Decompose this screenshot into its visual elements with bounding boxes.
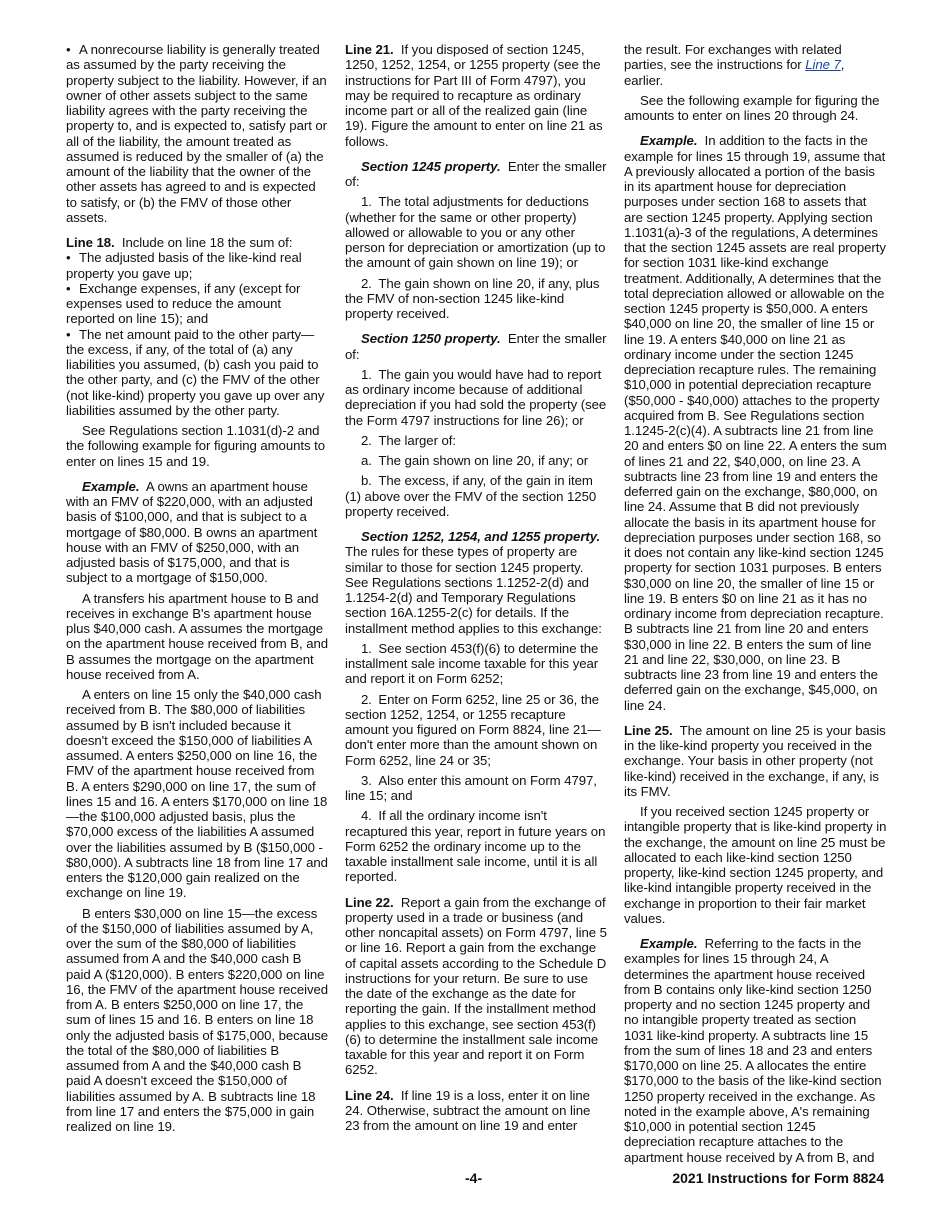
section-1250-item-2: 2. The larger of: (361, 432, 457, 448)
section-1250-heading: Section 1250 property. (361, 331, 501, 347)
column-left (66, 42, 329, 1139)
section-1250-item-a: a. The gain shown on line 20, if any; or (361, 453, 589, 468)
paragraph-a-transfers: A transfers his apartment house to B and receives in exchange B's apartment house plus $40,000 cash. A assumes the mortgage on the apartment house received from B, and B assumes the mortgage on the apartment house received from A. (66, 590, 329, 682)
paragraph-nonrecourse: • A nonrecourse liability is generally treated as assumed by the party receiving the property subject to the liability. However, if an owner of other assets subject to the same liability agrees with the party receiving the property to, and is expected to, satisfy part or all of the liability, the amount treated as assumed is reduced by the smaller of (a) the amount of the liability that the owner of the other assets has agreed to and is expected to satisfy, or (b) the FMV of those other assets. (66, 42, 328, 225)
example-label: Example. (640, 936, 698, 951)
section-1252-item-1: 1. See section 453(f)(6) to determine the installment sale income taxable for this year and report it on Form 6252; (345, 640, 599, 687)
line18-bullet-2: • Exchange expenses, if any (except for expenses used to reduce the amount reported on line 15); and (66, 280, 301, 327)
section-1245-paragraph: Section 1245 property. Enter the smaller of: (345, 158, 607, 189)
line-7-link[interactable]: Line 7 (805, 57, 841, 73)
bullet-icon: • (66, 280, 71, 296)
section-1250-paragraph: Section 1250 property. Enter the smaller of: (345, 331, 607, 362)
section-1245-item-2: 2. The gain shown on line 20, if any, plus the FMV of non-section 1245 like-kind property received. (345, 275, 600, 321)
paragraph-if-received: If you received section 1245 property or intangible property that is like-kind property in the exchange, the amount on line 25 must be allocated to each like-kind section 1250 property, like-kind section 1245 property, and like-kind intangible property received in the exchange in proportion to their fair market values. (624, 804, 887, 926)
line24-heading: Line 24. (345, 1087, 394, 1103)
bullet-icon: • (66, 326, 71, 342)
section-1252-item-4: 4. If all the ordinary income isn't recaptured this year, report in future years on Form 6252 the ordinary income up to the taxable installment sale income, until it is all reported. (345, 808, 606, 885)
line18-bullet-1: • The adjusted basis of the like-kind real property you gave up; (66, 250, 302, 281)
bullet-icon: • (66, 42, 71, 57)
section-1252-item-2: 2. Enter on Form 6252, line 25 or 36, the section 1252, 1254, or 1255 recapture amount you figured on Form 8824, line 21—don't enter more than the amount shown on Form 6252, line 24 or 35; (345, 691, 601, 768)
column-right (624, 42, 887, 1170)
section-1252-item-3: 3. Also enter this amount on Form 4797, line 15; and (345, 772, 597, 803)
section-1245-item-1: 1. The total adjustments for deductions (whether for the same or other property) allowed or allowable to you or any other person for depreciation or amortization (up to the amount of gain shown on line 19); or (345, 194, 606, 271)
example-1-paragraph: Example. A owns an apartment house with an FMV of $220,000, with an adjusted basis of $100,000, and that is subject to a mortgage of $80,000. B owns an apartment house with an FMV of $250,000, with an adjusted basis of $175,000, and that is subject to a mortgage of $150,000. (66, 478, 318, 586)
paragraph-see-example: See the following example for figuring the amounts to enter on lines 20 through 24. (624, 92, 880, 123)
line18-paragraph: Line 18. Include on line 18 the sum of: (66, 235, 293, 250)
line24-continued: the result. For exchanges with related parties, see the instructions for Line 7, earlier. (624, 42, 845, 88)
line18-bullet-3: • The net amount paid to the other party—the excess, if any, of the total of (a) any liabilities you assumed, (b) cash you paid to the other party, and (c) the FMV of the other (not like-kind) property you gave up over any liabilities assumed by the other party. (66, 326, 325, 418)
line22-heading: Line 22. (345, 894, 394, 910)
section-1245-heading: Section 1245 property. (361, 158, 501, 174)
example-label: Example. (640, 133, 698, 149)
line25-heading: Line 25. (624, 722, 673, 738)
example-3-paragraph: Example. Referring to the facts in the examples for lines 15 through 24, A determines the apartment house received from B contains only like-kind section 1250 property and no section 1245 property and no intangible property treated as section 1031 like-kind property. A subtracts line 15 from the sum of lines 18 and 23 and enters $170,000 on line 25. A allocates the entire $170,000 to the basis of the like-kind section 1250 property received in the exchange. As noted in the example above, A's remaining $10,000 in potential section 1245 depreciation recapture attaches to the apartment house received by A from B, and (624, 936, 882, 1165)
paragraph-see-regulations: See Regulations section 1.1031(d)-2 and the following example for figuring amounts to enter on lines 15 and 19. (66, 423, 325, 469)
line24-paragraph: Line 24. If line 19 is a loss, enter it on line 24. Otherwise, subtract the amount on line 23 from the amount on line 19 and enter (345, 1087, 591, 1133)
paragraph-b-enters: B enters $30,000 on line 15—the excess of the $150,000 of liabilities assumed by A, over the sum of the $80,000 of liabilities assumed from A and the $40,000 cash B paid A ($120,000). B enters $220,000 on line 16, the FMV of the apartment house received from A. B enters $250,000 on line 17, the sum of lines 15 and 16. B enters on line 18 only the adjusted basis of $175,000, because the total of the $80,000 of liabilities B assumed from A and the $40,000 cash B paid A doesn't exceed the $150,000 of liabilities assumed by A. B subtracts line 18 from line 17 and enters the $75,000 in gain realized on line 19. (66, 905, 329, 1134)
section-1250-item-1: 1. The gain you would have had to report as ordinary income because of additional depreciation if you had sold the property (see the Form 4797 instructions for line 26); or (345, 366, 607, 428)
line18-heading: Line 18. (66, 235, 115, 250)
bullet-icon: • (66, 250, 71, 266)
section-1250-item-b: b. The excess, if any, of the gain in item (1) above over the FMV of the section 1250 property received. (345, 473, 597, 519)
example-2-paragraph: Example. In addition to the facts in the example for lines 15 through 19, assume that A previously allocated a portion of the basis in its apartment house for depreciation purposes under section 168 to assets that are section 1245 property. Applying section 1.1031(a)-3 of the regulations, A determines that the section 1245 assets are real property for section 1031 like-kind exchange treatment. Additionally, A determines that the total depreciation allowed or allowable on the section 1245 property is $50,000. A enters $40,000 on line 20, the smaller of line 15 or line 19. A enters $40,000 on line 21 as ordinary income under the section 1245 depreciation recapture rules. The remaining $10,000 in potential depreciation recapture ($50,000 - $40,000) attaches to the property acquired from B. See Regulations section 1.1245-2(c)(4). A subtracts line 21 from line 20 and enters $0 on line 22. A enters the sum of lines 21 and 22, $40,000, on line 23. A subtracts line 23 from line 19 and enters the deferred gain on the exchange, $80,000, on line 24. Assume that B did not previously allocate the basis in its apartment house for depreciation purposes under section 168, so it does not contain any like-kind section 1245 property for section 1031 purposes. B enters $30,000 on line 20, the smaller of line 15 or line 19. B enters $0 on line 21 as it has no ordinary income from depreciation recapture. B subtracts line 21 from line 20 and enters $30,000 in line 22. B enters the sum of line 21 and line 22, $30,000, on line 23. B subtracts line 23 from line 19 and enters the deferred gain on the exchange, $45,000, on line 24. (624, 133, 887, 713)
paragraph-a-enters: A enters on line 15 only the $40,000 cash received from B. The $80,000 of liabilities assumed by B isn't included because it doesn't exceed the $150,000 of liabilities A assumed. A enters $250,000 on line 16, the FMV of the apartment house received from B. A enters $290,000 on line 17, the sum of lines 15 and 16. A enters $170,000 on line 18—the $100,000 adjusted basis, plus the $70,000 excess of the liabilities A assumed over the liabilities assumed by B ($150,000 - $80,000). A subtracts line 18 from line 17 and enters the $120,000 gain realized on the exchange on line 19. (66, 687, 328, 901)
line21-paragraph: Line 21. If you disposed of section 1245, 1250, 1252, 1254, or 1255 property (see the instructions for Part III of Form 4797), you may be required to recapture as ordinary income part or all of the realized gain (line 19). Figure the amount to enter on line 21 as follows. (345, 42, 603, 149)
footer-title: 2021 Instructions for Form 8824 (672, 1170, 884, 1186)
line22-paragraph: Line 22. Report a gain from the exchange of property used in a trade or business (and other noncapital assets) on Form 4797, line 5 or line 16. Report a gain from the exchange of capital assets according to the Schedule D instructions for your return. Be sure to use the date of the exchange as the date for reporting the gain. If the installment method applies to this exchange, see section 453(f)(6) to determine the installment sale income taxable for this year and report it on Form 6252. (345, 894, 607, 1078)
column-middle (345, 42, 607, 1138)
line21-heading: Line 21. (345, 42, 394, 57)
section-1252-paragraph: Section 1252, 1254, and 1255 property. The rules for these types of property are similar to those for section 1245 property. See Regulations sections 1.1252-2(d) and 1.1254-2(d) and Temporary Regulations section 16A.1255-2(c) for details. If the installment method applies to this exchange: (345, 529, 602, 636)
page-number: -4- (465, 1170, 483, 1186)
example-label: Example. (82, 478, 140, 494)
section-1252-heading: Section 1252, 1254, and 1255 property. (361, 529, 601, 544)
line25-paragraph: Line 25. The amount on line 25 is your basis in the like-kind property you received in the exchange. Your basis in other property (not like-kind) received in the exchange, if any, is its FMV. (624, 722, 886, 799)
